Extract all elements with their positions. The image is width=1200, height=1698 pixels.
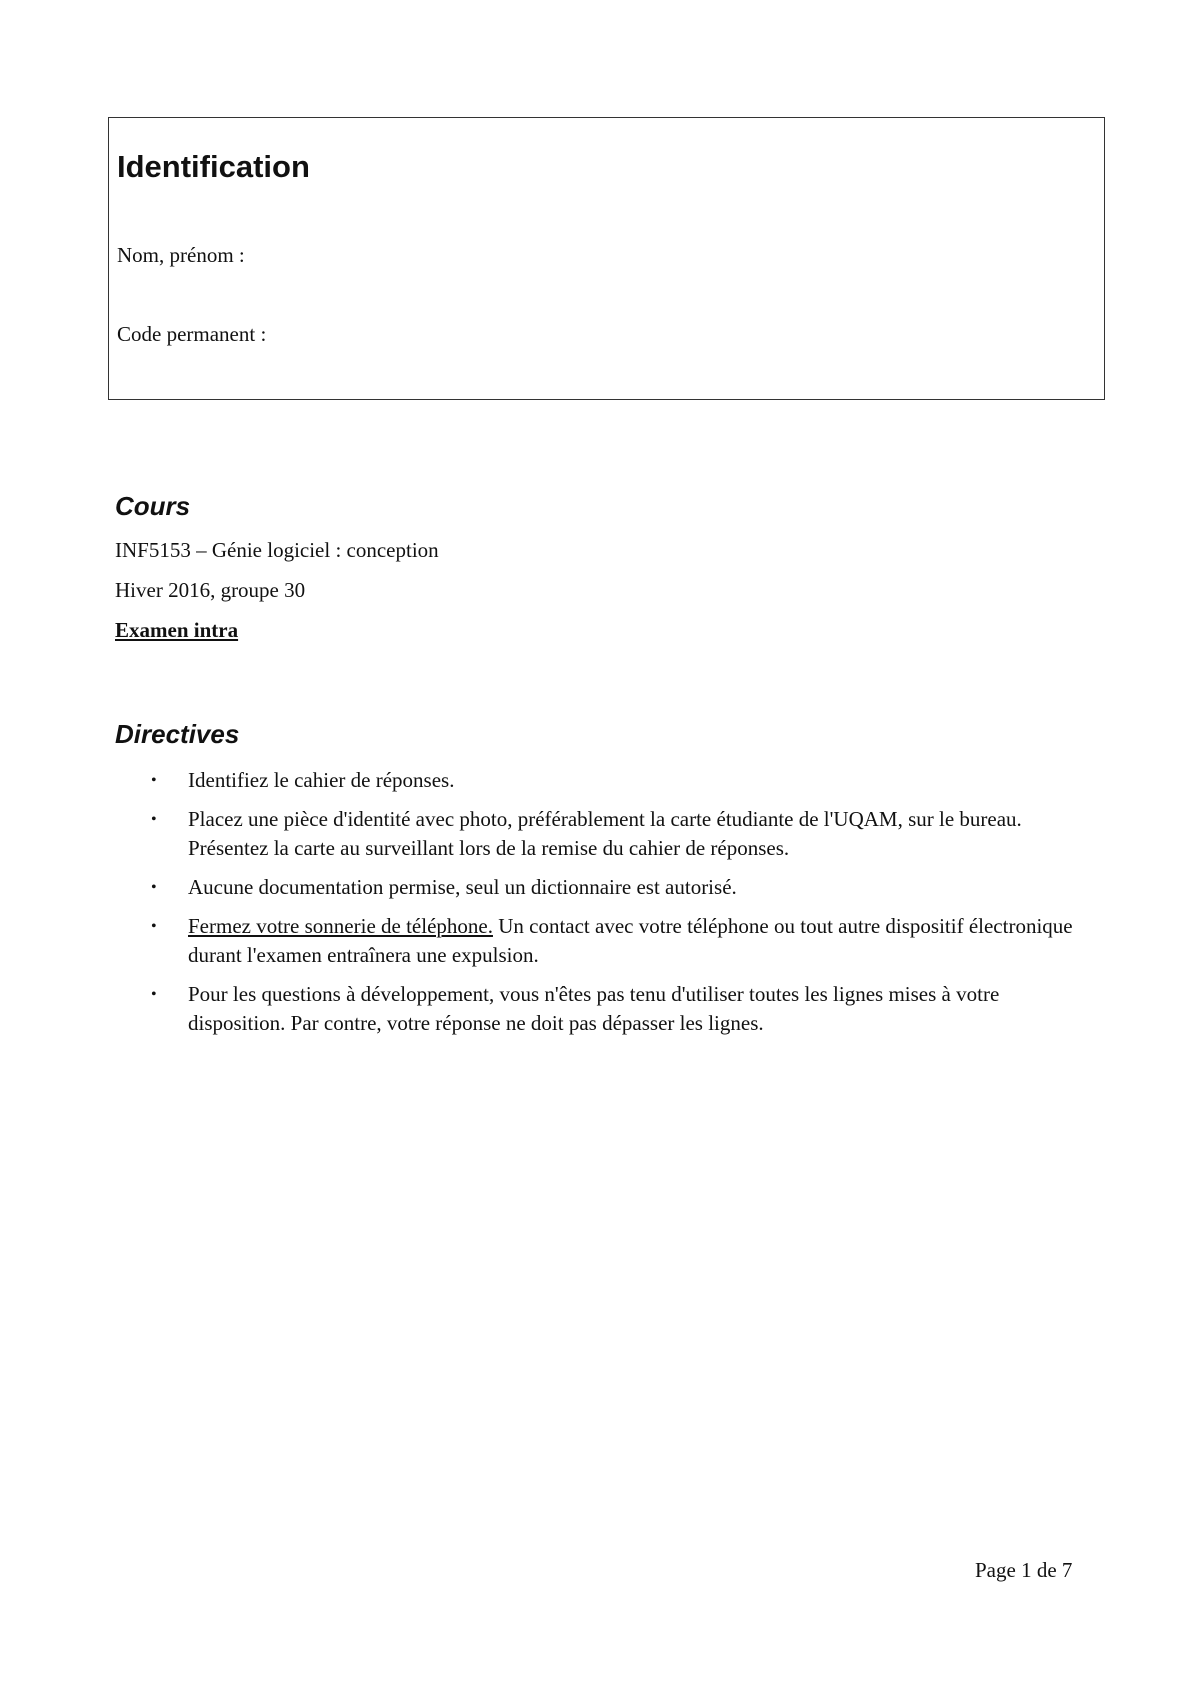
directive-text: Un contact avec votre téléphone ou tout autre dispositif électronique durant l'examen entraînera une expulsion. (188, 914, 1073, 967)
directive-item (0, 805, 1088, 863)
directive-text: Pour les questions à développement, vous n'êtes pas tenu d'utiliser toutes les lignes mises à votre disposition. Par contre, votre réponse ne doit pas dépasser les lignes. (188, 982, 1000, 1035)
directive-item (0, 873, 1088, 902)
directive-text: Aucune documentation permise, seul un dictionnaire est autorisé. (188, 875, 737, 899)
directive-item (0, 766, 1088, 795)
directives-list (0, 766, 1200, 1048)
permanent-code-field-label: Code permanent : (117, 322, 267, 346)
directive-item (0, 912, 1088, 970)
bullet-icon: • (151, 986, 157, 1003)
directive-item (0, 980, 1088, 1038)
directive-emphasis: Fermez votre sonnerie de téléphone. (188, 914, 493, 938)
bullet-icon: • (151, 811, 157, 828)
bullet-icon: • (151, 772, 157, 789)
course-code-name: INF5153 – Génie logiciel : conception (115, 538, 439, 562)
page-number: Page 1 de 7 (975, 1558, 1073, 1582)
directive-text: Identifiez le cahier de réponses. (188, 768, 455, 792)
bullet-icon: • (151, 879, 157, 896)
directives-section-title: Directives (115, 719, 240, 749)
course-section-title: Cours (115, 491, 191, 521)
exam-type: Examen intra (115, 618, 239, 642)
bullet-icon: • (151, 918, 157, 935)
identification-title: Identification (117, 149, 310, 184)
course-session: Hiver 2016, groupe 30 (115, 578, 306, 602)
name-field-label: Nom, prénom : (117, 243, 245, 267)
directive-text: Placez une pièce d'identité avec photo, préférablement la carte étudiante de l'UQAM, sur le bureau. Présentez la carte au surveillant lors de la remise du cahier de réponses. (188, 807, 1022, 860)
